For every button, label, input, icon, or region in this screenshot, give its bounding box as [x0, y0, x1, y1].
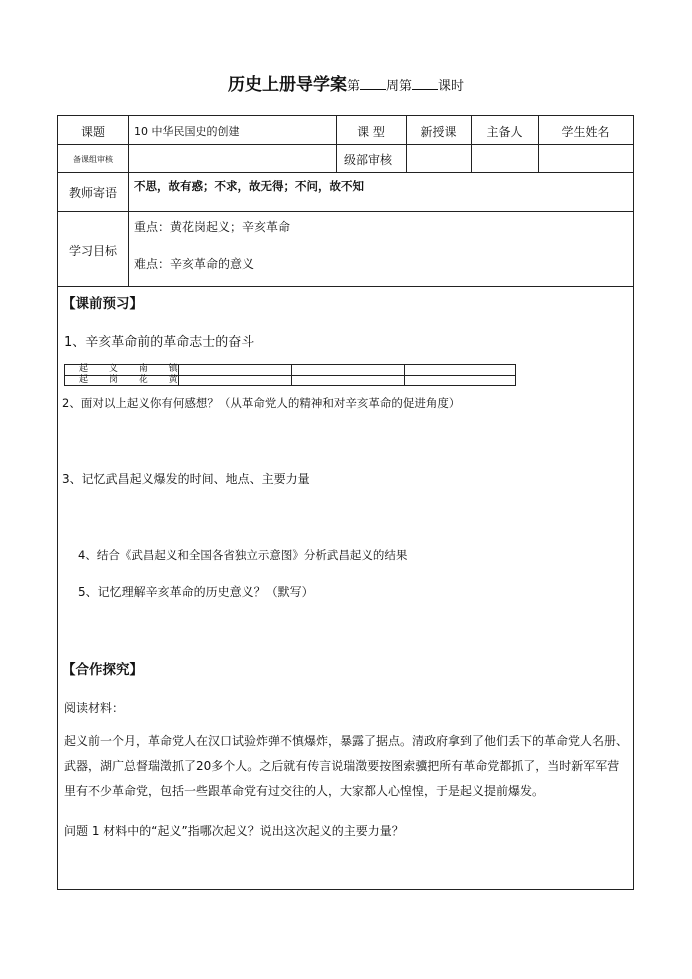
reading-label: 阅读材料：	[64, 701, 125, 715]
uprising-col-divider	[404, 365, 405, 385]
type-value: 新授课	[420, 125, 457, 139]
label-topic: 课题	[80, 125, 105, 139]
preview-question-2: 2、面对以上起义你有何感想？（从革命党人的精神和对辛亥革命的促进角度）	[62, 396, 461, 410]
uprising-col-divider	[291, 365, 292, 385]
lesson-table	[57, 115, 634, 890]
title-week-suffix: 周第	[385, 79, 412, 94]
title-period-suffix: 课时	[438, 79, 465, 94]
period-blank[interactable]	[412, 77, 438, 90]
title-week-prefix: 第	[346, 79, 360, 94]
label-grade-review: 级部审核	[344, 153, 393, 167]
row-divider	[58, 211, 633, 212]
cooperate-heading: 【合作探究】	[62, 662, 143, 678]
reading-material: 起义前一个月，革命党人在汉口试验炸弹不慎爆炸，暴露了据点。清政府拿到了他们丢下的革命党人名册、武器，湖广总督瑞澂抓了20多个人。之后就有传言说瑞澂要按图索骥把所有革命党都抓了，当时新军军营里有不少革命党，包括一些跟革命党有过交往的人，大家都人心惶惶，于是起义提前爆发。	[64, 734, 629, 798]
label-learning-goals: 学习目标	[68, 244, 117, 258]
week-blank[interactable]	[360, 77, 386, 90]
key-point: 重点：黄花岗起义；辛亥革命	[134, 220, 291, 234]
topic-value: 10 中华民国史的创建	[134, 125, 240, 138]
label-student-name: 学生姓名	[561, 125, 610, 139]
preview-question-1: 1、辛亥革命前的革命志士的奋斗	[64, 335, 255, 350]
label-type: 课 型	[357, 125, 385, 139]
preview-question-4: 4、结合《武昌起义和全国各省独立示意图》分析武昌起义的结果	[78, 548, 408, 562]
uprising-table	[64, 364, 516, 386]
label-preparer: 主备人	[486, 125, 523, 139]
row-divider	[58, 286, 633, 287]
inquiry-question-1: 问题 1 材料中的“起义”指哪次起义？说出这次起义的主要力量？	[64, 824, 404, 838]
difficulty-point: 难点：辛亥革命的意义	[134, 257, 255, 271]
preview-question-5: 5、记忆理解辛亥革命的历史意义？（默写）	[78, 585, 314, 599]
label-group-review: 备课组审核	[73, 155, 113, 164]
col-divider	[128, 116, 129, 286]
label-teacher-message: 教师寄语	[68, 186, 117, 200]
row-divider	[58, 144, 633, 145]
document-title	[0, 70, 692, 95]
preview-question-3: 3、记忆武昌起义爆发的时间、地点、主要力量	[62, 472, 310, 486]
preview-heading: 【课前预习】	[62, 296, 143, 312]
row-divider	[58, 172, 633, 173]
title-main: 历史上册导学案	[227, 75, 347, 95]
uprising-label-1: 起 义 南 镇	[79, 364, 187, 374]
uprising-label-2: 起 岗 花 黄	[79, 375, 187, 385]
teacher-message: 不思，故有惑；不求，故无得；不问，故不知	[134, 179, 364, 193]
